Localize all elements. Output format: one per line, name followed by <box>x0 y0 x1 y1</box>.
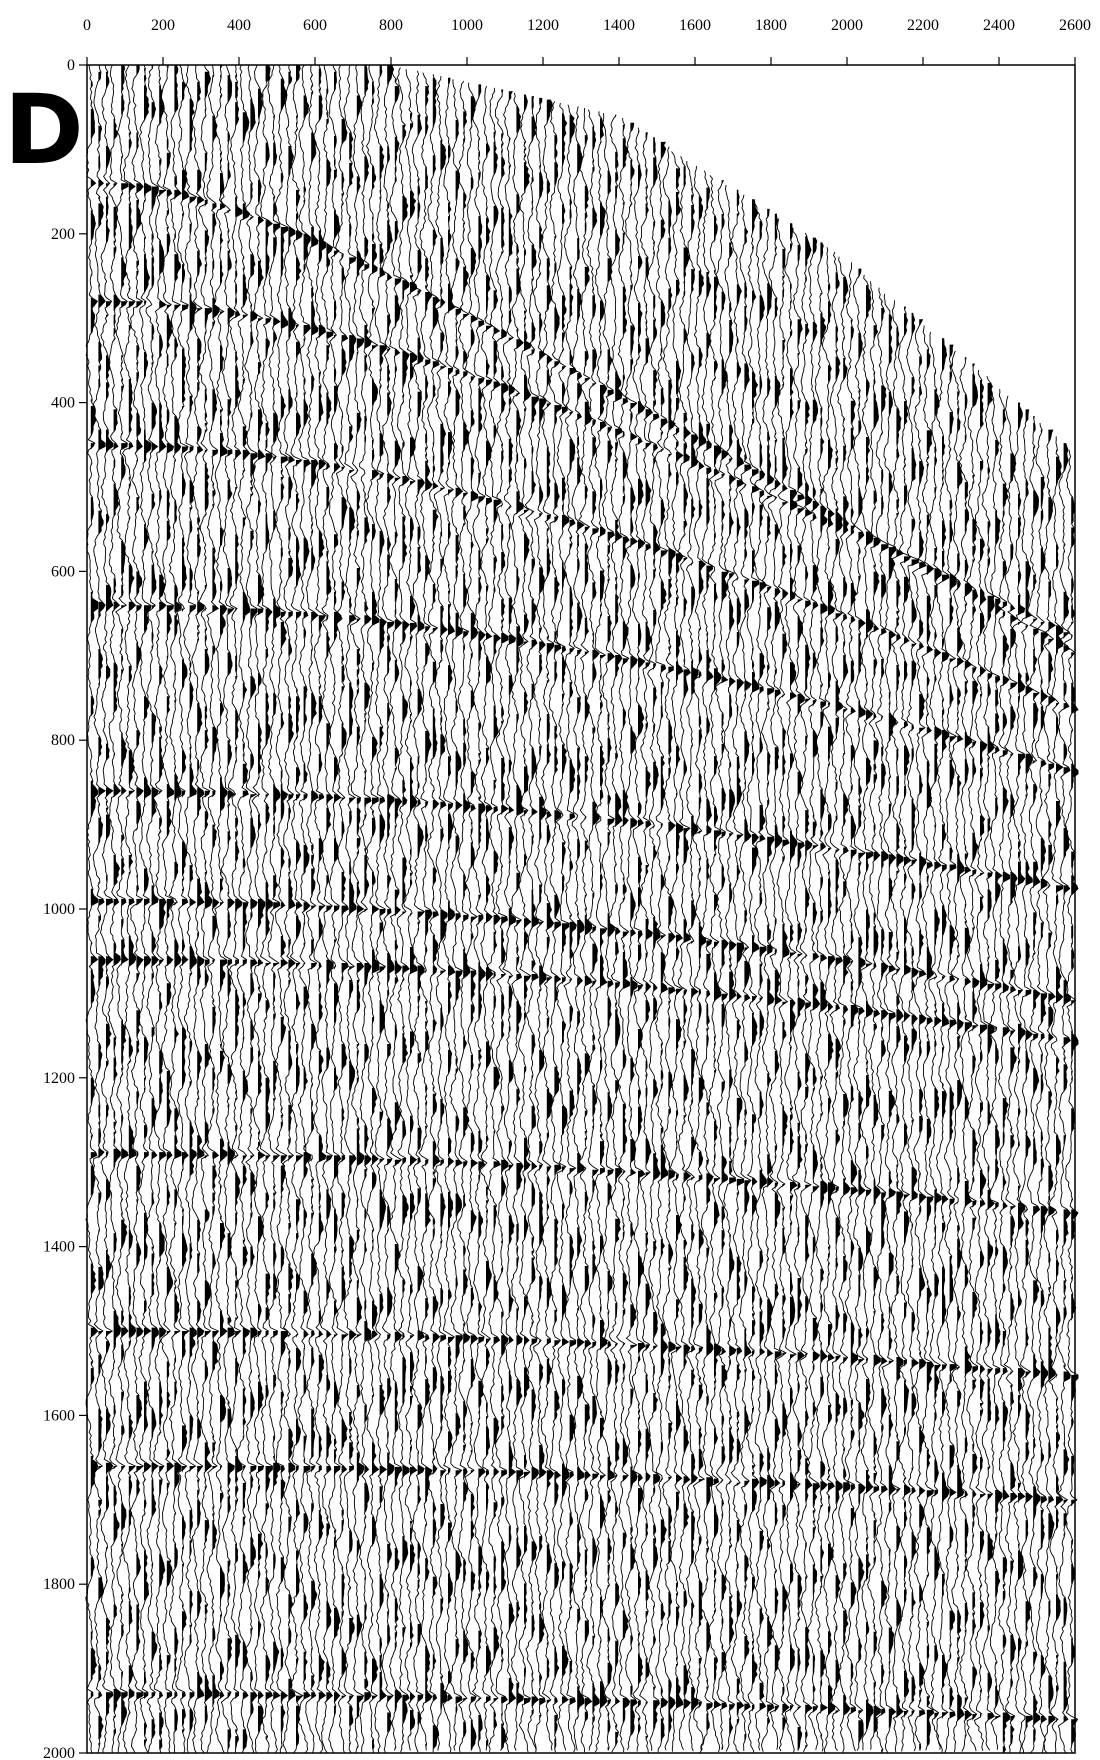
trace-fill <box>699 196 706 1709</box>
trace-fill <box>114 119 121 1736</box>
y-tick-label: 800 <box>51 732 75 750</box>
x-tick-label: 1600 <box>679 17 711 34</box>
seismic-trace <box>898 307 910 1752</box>
seismic-trace <box>731 190 744 1753</box>
trace-fill <box>668 201 675 1734</box>
x-tick-label: 0 <box>83 17 91 34</box>
trace-fill <box>767 209 774 1725</box>
x-tick-label: 1000 <box>451 17 483 34</box>
trace-fill <box>524 95 531 1705</box>
trace-fill <box>813 238 820 1713</box>
seismic-trace <box>116 65 128 1753</box>
trace-fill <box>752 199 759 1712</box>
trace-fill <box>258 89 265 1733</box>
x-tick-label: 2400 <box>983 17 1015 34</box>
x-tick-label: 2600 <box>1059 17 1091 34</box>
trace-fill <box>205 72 212 1726</box>
seismic-trace <box>207 65 220 1753</box>
seismic-trace <box>998 389 1010 1753</box>
seismic-trace <box>404 69 417 1750</box>
trace-fill <box>182 82 189 1733</box>
seismic-trace <box>123 65 136 1753</box>
x-tick-label: 1800 <box>755 17 787 34</box>
trace-fill <box>197 82 204 1699</box>
trace-fill <box>167 65 174 1699</box>
trace-fill <box>501 90 508 1751</box>
trace-fill <box>463 111 470 1738</box>
trace-fill <box>577 117 584 1721</box>
trace-fill <box>478 84 485 1742</box>
panel-label: D <box>4 74 84 186</box>
trace-fill <box>91 82 98 1699</box>
seismic-trace <box>1004 396 1017 1753</box>
y-tick-label: 1000 <box>43 901 75 918</box>
x-tick-label: 800 <box>379 17 403 34</box>
seismic-trace <box>793 228 805 1751</box>
trace-fill <box>805 236 812 1748</box>
trace-fill <box>623 125 630 1725</box>
trace-fill <box>410 113 417 1737</box>
trace-fill <box>342 119 349 1699</box>
trace-fill <box>881 301 888 1753</box>
trace-fill <box>1018 403 1025 1659</box>
y-tick-label: 1600 <box>43 1407 75 1425</box>
seismic-trace <box>724 185 736 1752</box>
y-tick-label: 200 <box>51 225 75 243</box>
trace-fill <box>676 168 683 1707</box>
seismic-trace <box>169 65 182 1753</box>
seismic-trace <box>784 223 796 1752</box>
y-tick-label: 0 <box>67 57 75 74</box>
x-tick-label: 600 <box>303 17 327 34</box>
trace-layer <box>86 65 1078 1753</box>
trace-fill <box>836 272 843 1714</box>
y-tick-label: 600 <box>51 563 75 581</box>
trace-fill <box>1048 430 1055 1726</box>
trace-fill <box>843 277 850 1715</box>
seismic-trace <box>131 65 144 1753</box>
trace-fill <box>919 319 926 1750</box>
seismic-trace <box>640 132 653 1753</box>
x-tick-label: 400 <box>227 17 251 34</box>
seismic-trace <box>837 257 850 1753</box>
trace-fill <box>402 125 409 1746</box>
trace-fill <box>349 133 356 1747</box>
trace-fill <box>98 72 105 1746</box>
y-tick-label: 1800 <box>43 1576 75 1594</box>
x-tick-label: 1200 <box>527 17 559 34</box>
x-tick-label: 2200 <box>907 17 939 34</box>
trace-fill <box>866 285 873 1730</box>
x-tick-label: 200 <box>151 17 175 34</box>
trace-fill <box>121 65 128 1726</box>
y-tick-label: 1200 <box>43 1069 75 1087</box>
trace-fill <box>372 82 379 1750</box>
seismic-trace <box>655 142 668 1752</box>
y-tick-label: 2000 <box>43 1745 75 1760</box>
trace-fill <box>737 190 744 1726</box>
trace-fill <box>562 113 569 1703</box>
x-tick-label: 2000 <box>831 17 863 34</box>
x-tick-label: 1400 <box>603 17 635 34</box>
trace-fill <box>570 115 577 1705</box>
trace-fill <box>387 65 394 1733</box>
y-tick-label: 1400 <box>43 1238 75 1256</box>
trace-fill <box>364 65 371 1702</box>
trace-fill <box>380 65 387 1702</box>
trace-fill <box>600 118 607 1708</box>
seismic-trace <box>936 338 949 1753</box>
trace-fill <box>395 79 402 1750</box>
trace-fill <box>950 345 957 1719</box>
y-tick-label: 400 <box>51 394 75 412</box>
trace-fill <box>1041 430 1048 1723</box>
trace-fill <box>980 380 987 1717</box>
